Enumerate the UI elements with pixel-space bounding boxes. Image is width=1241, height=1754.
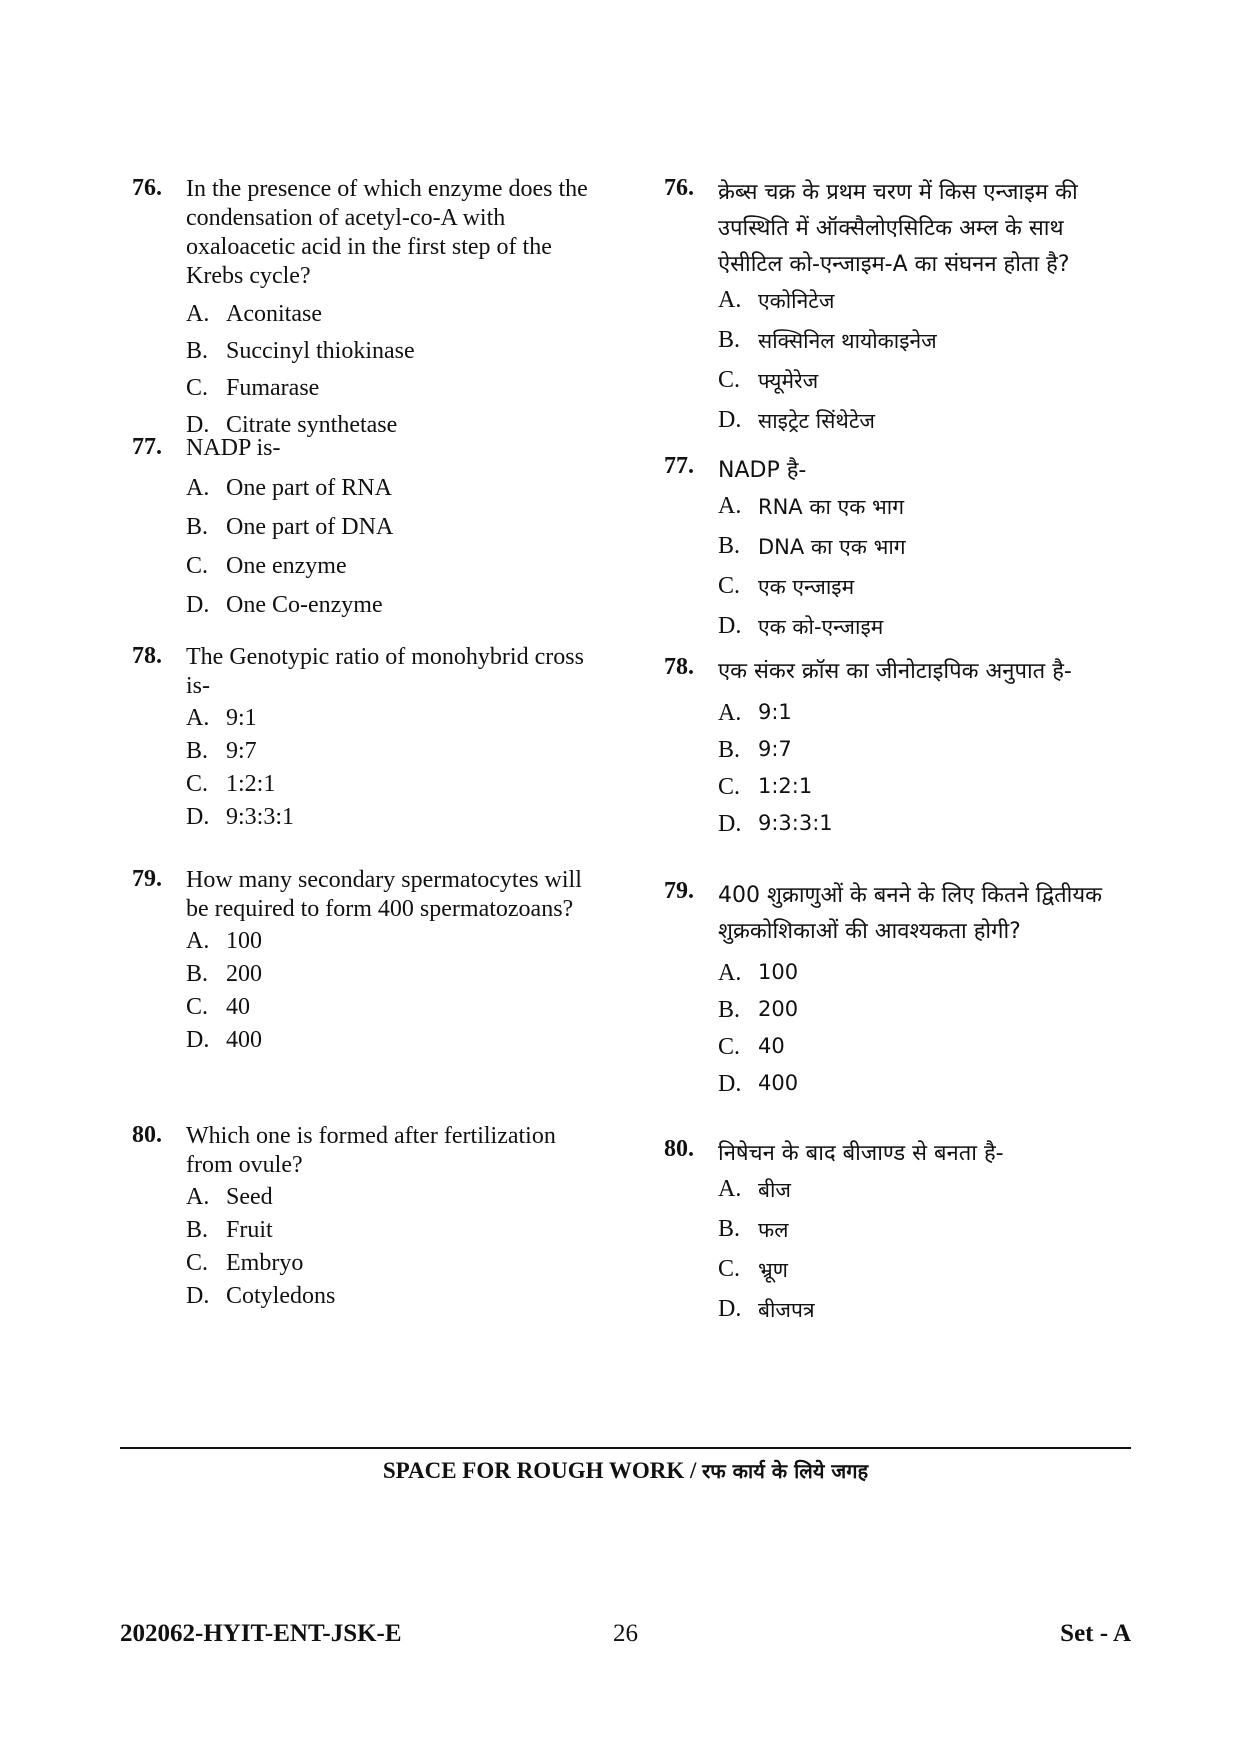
page-number: 26 [613,1620,638,1647]
option-a [718,700,1134,737]
option-text: 40 [758,1034,785,1058]
option-text: फ्यूमेरेज [758,369,819,393]
option-a [186,1184,602,1217]
option-text: One part of RNA [226,475,392,501]
option-letter: A. [718,960,742,986]
option-letter: D. [718,613,742,639]
option-d [718,811,1134,848]
option-text: सक्सिनिल थायोकाइनेज [758,329,937,353]
question-text: 400 शुक्राणुओं के बनने के लिए कितने द्वितीयक शुक्रकोशिकाओं की आवश्यकता होगी? [718,883,1103,944]
option-a [186,301,602,338]
option-text: साइट्रेट सिंथेटेज [758,409,876,433]
question-76-en [132,175,602,438]
option-c [186,1250,602,1283]
option-b [718,737,1134,774]
option-text: 9:7 [758,737,792,761]
rough-work-heading [120,1457,1131,1484]
option-text: एक एन्जाइम [758,575,855,599]
option-letter: C. [718,1256,741,1282]
option-c [718,1256,1134,1296]
question-text: निषेचन के बाद बीजाण्ड से बनता है- [718,1141,1004,1166]
option-letter: C. [718,1034,741,1060]
option-b [186,1217,602,1250]
question-number: 79. [664,878,694,904]
option-letter: C. [718,774,741,800]
option-b [186,738,602,771]
paper-code: 202062-HYIT-ENT-JSK-E [120,1620,402,1647]
option-letter: C. [186,994,209,1020]
option-text: 9:1 [226,705,257,731]
option-text: फल [758,1218,789,1242]
option-letter: C. [186,1250,209,1276]
option-letter: A. [186,705,210,731]
option-letter: B. [718,737,741,763]
option-text: Seed [226,1184,273,1210]
option-letter: D. [186,804,210,830]
option-letter: B. [186,338,209,364]
option-d [718,407,1134,447]
option-b [186,514,602,553]
option-text: Succinyl thiokinase [226,338,415,364]
option-text: 9:3:3:1 [226,804,295,830]
option-letter: D. [186,412,210,438]
rough-work-english: SPACE FOR ROUGH WORK / [382,1458,697,1483]
option-b [186,338,602,375]
question-number: 76. [132,175,162,201]
option-a [718,493,1134,533]
option-text: 9:7 [226,738,257,764]
option-c [186,771,602,804]
option-letter: A. [186,301,210,327]
option-letter: D. [186,592,210,618]
option-text: 40 [226,994,250,1020]
option-text: एक को-एन्जाइम [758,615,884,639]
option-d [186,1283,602,1316]
option-text: 400 [758,1071,799,1095]
option-text: One part of DNA [226,514,394,540]
question-number: 78. [664,654,694,680]
option-text: One enzyme [226,553,347,579]
question-text: Which one is formed after fertilization from ovule? [186,1123,556,1178]
option-b [718,1216,1134,1256]
option-c [186,994,602,1027]
question-76-hi [664,175,1134,453]
rough-work-divider [120,1447,1131,1449]
option-letter: D. [718,1296,742,1322]
option-c [718,367,1134,407]
option-d [718,1071,1134,1108]
option-letter: A. [718,287,742,313]
option-text: 100 [226,928,262,954]
question-number: 79. [132,866,162,892]
question-number: 77. [132,434,162,460]
question-77-en [132,434,602,643]
question-78-en [132,643,602,866]
option-letter: B. [718,327,741,353]
option-letter: B. [186,961,209,987]
option-letter: B. [186,514,209,540]
option-text: 1:2:1 [758,774,813,798]
question-77-hi [664,453,1134,654]
option-text: Aconitase [226,301,322,327]
option-c [718,1034,1134,1071]
option-text: Embryo [226,1250,304,1276]
option-letter: B. [186,738,209,764]
option-c [718,573,1134,613]
question-text: The Genotypic ratio of monohybrid cross is- [186,644,584,699]
option-b [718,997,1134,1034]
question-80-hi [664,1136,1134,1346]
option-text: एकोनिटेज [758,289,835,313]
option-letter: B. [718,997,741,1023]
hindi-column [664,175,1134,1346]
option-text: 9:1 [758,700,792,724]
option-text: Citrate synthetase [226,412,398,438]
option-text: 1:2:1 [226,771,276,797]
question-text: एक संकर क्रॉस का जीनोटाइपिक अनुपात है- [718,659,1072,684]
option-a [718,960,1134,997]
option-d [718,613,1134,653]
question-number: 77. [664,453,694,479]
option-d [186,804,602,837]
question-78-hi [664,654,1134,878]
option-text: 100 [758,960,799,984]
page-footer [120,1620,1131,1652]
option-text: One Co-enzyme [226,592,383,618]
option-letter: D. [718,811,742,837]
option-letter: B. [718,533,741,559]
option-b [186,961,602,994]
question-text: How many secondary spermatocytes will be required to form 400 spermatozoans? [186,867,582,922]
option-a [186,475,602,514]
question-text: NADP है- [718,458,807,483]
option-letter: A. [718,700,742,726]
question-80-en [132,1122,602,1322]
question-number: 80. [132,1122,162,1148]
option-letter: C. [718,573,741,599]
option-text: बीजपत्र [758,1298,815,1322]
option-text: बीज [758,1178,792,1202]
option-d [718,1296,1134,1336]
option-a [718,287,1134,327]
option-text: DNA का एक भाग [758,535,906,559]
question-number: 78. [132,643,162,669]
option-b [718,533,1134,573]
question-text: क्रेब्स चक्र के प्रथम चरण में किस एन्जाइम की उपस्थिति में ऑक्सैलोएसिटिक अम्ल के साथ ऐसीटिल को-एन्जाइम-A का संघनन होता है? [718,180,1078,277]
option-text: 400 [226,1027,262,1053]
option-a [186,705,602,738]
option-text: भ्रूण [758,1258,788,1282]
option-d [186,1027,602,1060]
set-label: Set - A [1060,1620,1131,1647]
option-a [718,1176,1134,1216]
option-text: 200 [226,961,262,987]
option-letter: D. [186,1283,210,1309]
option-letter: A. [186,1184,210,1210]
option-c [718,774,1134,811]
option-letter: C. [186,553,209,579]
option-letter: A. [186,475,210,501]
option-a [186,928,602,961]
option-text: RNA का एक भाग [758,495,905,519]
question-79-en [132,866,602,1122]
question-number: 80. [664,1136,694,1162]
option-c [186,375,602,412]
option-letter: A. [186,928,210,954]
question-number: 76. [664,175,694,201]
option-c [186,553,602,592]
option-text: Fruit [226,1217,273,1243]
option-text: 9:3:3:1 [758,811,833,835]
option-text: Fumarase [226,375,320,401]
option-letter: D. [718,1071,742,1097]
option-letter: B. [186,1217,209,1243]
option-letter: D. [186,1027,210,1053]
option-d [186,592,602,631]
option-letter: C. [186,771,209,797]
option-letter: C. [186,375,209,401]
option-text: Cotyledons [226,1283,336,1309]
english-column [132,175,602,1322]
option-letter: A. [718,493,742,519]
option-b [718,327,1134,367]
question-79-hi [664,878,1134,1136]
option-text: 200 [758,997,799,1021]
option-letter: C. [718,367,741,393]
question-text: In the presence of which enzyme does the condensation of acetyl-co-A with oxaloacetic acid in the first step of the Krebs cycle? [186,176,588,289]
rough-work-hindi: रफ कार्य के लिये जगह [702,1459,869,1483]
option-letter: A. [718,1176,742,1202]
option-letter: D. [718,407,742,433]
question-text: NADP is- [186,435,281,461]
option-letter: B. [718,1216,741,1242]
